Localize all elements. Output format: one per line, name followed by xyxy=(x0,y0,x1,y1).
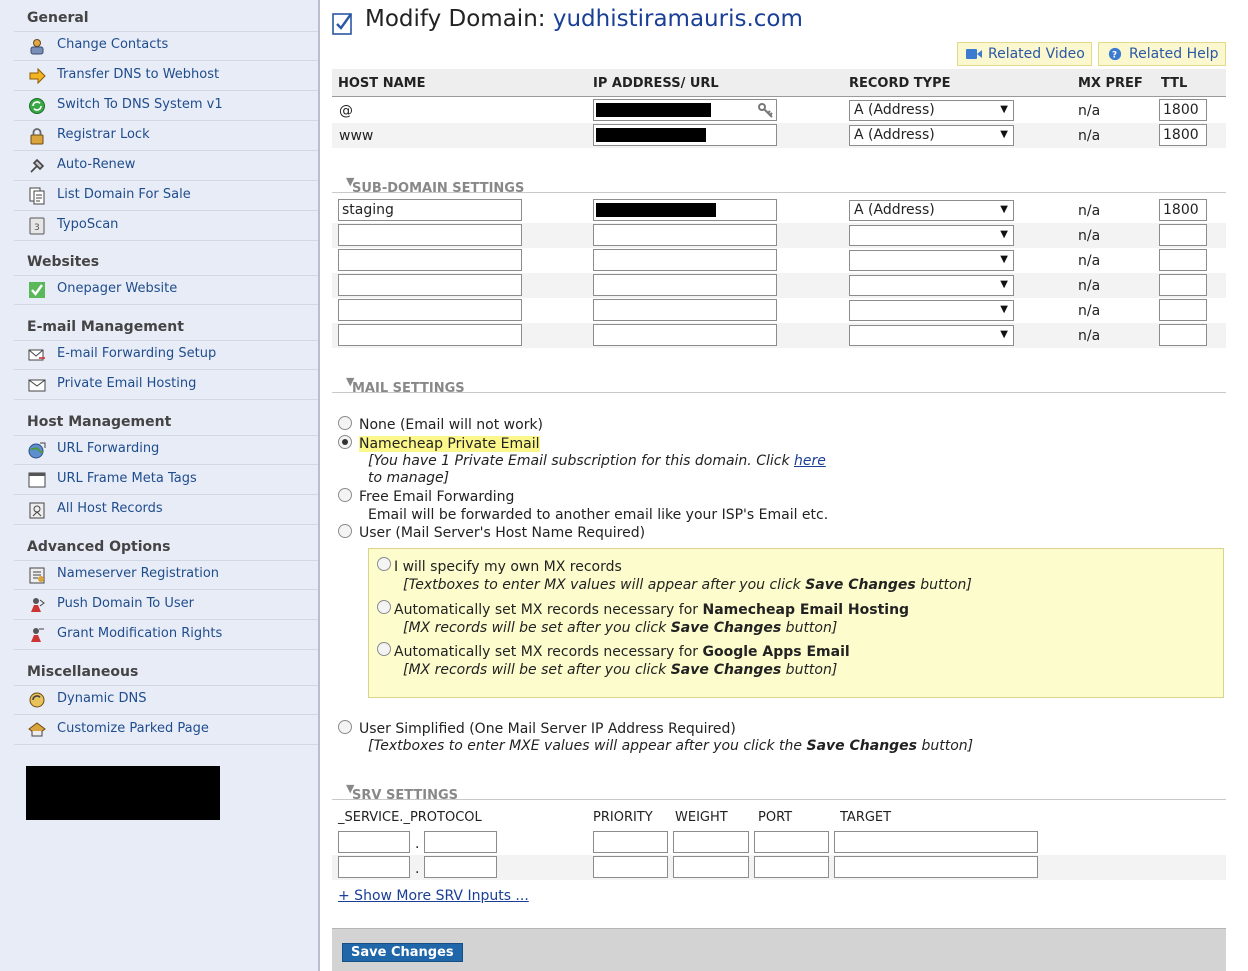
sidebar-item-label: Switch To DNS System v1 xyxy=(57,97,223,112)
ttl-input[interactable] xyxy=(1159,324,1207,346)
video-camera-icon xyxy=(965,47,983,61)
srv-port-input[interactable] xyxy=(754,856,829,878)
record-type-select[interactable] xyxy=(849,125,1014,146)
host-row xyxy=(332,98,1226,123)
private-note-text: [You have 1 Private Email subscription for this domain. Click xyxy=(368,453,795,469)
mx-namecheap-label-bold: Namecheap Email Hosting xyxy=(702,602,910,618)
subdomain-ip-input[interactable] xyxy=(593,224,777,246)
sidebar-item-label: Grant Modification Rights xyxy=(57,626,223,641)
sidebar-item-label: URL Forwarding xyxy=(57,441,160,456)
mx-google-note-bold: Save Changes xyxy=(670,662,782,678)
mx-options-box xyxy=(368,548,1224,698)
subdomain-ip-input[interactable] xyxy=(593,249,777,271)
mx-google-label xyxy=(394,644,850,660)
collapse-arrow-icon: ▼ xyxy=(346,375,355,388)
subdomain-row xyxy=(332,198,1226,223)
sidebar-item-private-email[interactable] xyxy=(14,370,318,400)
mx-namecheap-note-bold: Save Changes xyxy=(670,620,782,636)
dropdown-arrow-icon: ▼ xyxy=(1000,254,1008,265)
mail-forwarding-label: Free Email Forwarding xyxy=(359,489,515,505)
sidebar-item-url-forwarding[interactable] xyxy=(14,435,318,465)
subdomain-ip-input[interactable] xyxy=(593,199,777,221)
redacted-ip xyxy=(596,103,711,117)
col-mx-pref: MX PREF xyxy=(1078,76,1143,91)
mx-pref-text: n/a xyxy=(1078,203,1101,219)
mx-own-note xyxy=(403,577,972,593)
collapse-arrow-icon: ▼ xyxy=(346,782,355,795)
subdomain-host-input[interactable] xyxy=(338,224,522,246)
ttl-input[interactable] xyxy=(1159,299,1207,321)
sidebar-item-label: Private Email Hosting xyxy=(57,376,197,391)
dropdown-arrow-icon: ▼ xyxy=(1000,204,1008,215)
mail-none-label: None (Email will not work) xyxy=(359,417,544,433)
record-type-select[interactable] xyxy=(849,300,1014,321)
ttl-input[interactable]: 1800 xyxy=(1159,199,1207,221)
mx-namecheap-note-text: [MX records will be set after you click xyxy=(403,620,671,636)
mx-pref-text: n/a xyxy=(1078,278,1101,294)
sidebar-section-host: Host Management xyxy=(27,414,172,430)
mx-pref-text: n/a xyxy=(1078,328,1101,344)
simplified-note xyxy=(368,738,973,754)
subdomain-ip-input[interactable] xyxy=(593,324,777,346)
sidebar-item-label: URL Frame Meta Tags xyxy=(57,471,197,486)
edit-domain-icon xyxy=(332,10,356,36)
window-icon xyxy=(28,471,46,489)
related-video-label: Related Video xyxy=(988,46,1085,62)
sidebar-item-label: Dynamic DNS xyxy=(57,691,147,706)
dropdown-arrow-icon: ▼ xyxy=(1000,129,1008,140)
globe-icon xyxy=(28,441,46,459)
srv-row xyxy=(332,830,1226,855)
mx-google-label-text: Automatically set MX records necessary for xyxy=(394,644,703,660)
sidebar-item-switch-dns[interactable] xyxy=(14,91,318,121)
mail-private-label: Namecheap Private Email xyxy=(359,436,540,452)
sidebar-item-all-host-records[interactable] xyxy=(14,495,318,525)
sidebar-section-websites: Websites xyxy=(27,254,100,270)
mail-settings-header[interactable] xyxy=(332,367,1226,396)
redacted-ip xyxy=(596,203,716,217)
srv-col-weight: WEIGHT xyxy=(675,810,728,825)
sidebar-item-dynamic-dns[interactable] xyxy=(14,685,318,715)
mx-own-note-text: [Textboxes to enter MX values will appear after you click xyxy=(403,577,806,593)
mail-settings-title xyxy=(342,374,465,396)
page-title-prefix: Modify Domain: xyxy=(365,6,553,32)
typoscan-icon xyxy=(28,217,46,235)
sidebar-item-label: Transfer DNS to Webhost xyxy=(57,67,220,82)
nameserver-icon xyxy=(28,566,46,584)
mail-user-radio[interactable] xyxy=(338,524,352,538)
host-row xyxy=(332,123,1226,148)
host-name-text: @ xyxy=(339,103,353,119)
mail-user-label: User (Mail Server's Host Name Required) xyxy=(359,525,646,541)
redacted-block xyxy=(26,766,220,820)
sidebar-item-label: Onepager Website xyxy=(57,281,178,296)
srv-protocol-input[interactable] xyxy=(424,856,497,878)
record-type-select[interactable] xyxy=(849,325,1014,346)
dropdown-arrow-icon: ▼ xyxy=(1000,304,1008,315)
mx-namecheap-radio[interactable] xyxy=(377,600,391,614)
srv-col-target: TARGET xyxy=(840,810,892,825)
main-content xyxy=(322,0,1248,971)
private-note-end xyxy=(368,470,449,486)
email-icon xyxy=(28,376,46,394)
record-type-select[interactable] xyxy=(849,100,1014,121)
col-record-type: RECORD TYPE xyxy=(849,76,951,91)
mx-own-label: I will specify my own MX records xyxy=(394,559,622,575)
sidebar-item-label: E-mail Forwarding Setup xyxy=(57,346,217,361)
dropdown-arrow-icon: ▼ xyxy=(1000,329,1008,340)
sidebar-item-list-domain-for-sale[interactable] xyxy=(14,181,318,211)
mail-forwarding-radio[interactable] xyxy=(338,488,352,502)
mx-pref-text: n/a xyxy=(1078,103,1101,119)
srv-settings-title-text: SRV SETTINGS xyxy=(352,788,458,803)
mx-own-note-end: button] xyxy=(915,577,972,593)
ttl-input[interactable]: 1800 xyxy=(1159,99,1207,121)
srv-settings-header[interactable] xyxy=(332,774,1226,803)
srv-weight-input[interactable] xyxy=(673,831,749,853)
sidebar-item-auto-renew[interactable] xyxy=(14,151,318,181)
svg-text:3: 3 xyxy=(34,223,40,233)
srv-col-port: PORT xyxy=(758,810,793,825)
push-user-icon xyxy=(28,596,46,614)
subdomain-host-input[interactable] xyxy=(338,299,522,321)
private-note-end-text: to manage] xyxy=(368,470,450,486)
sidebar-item-label: Customize Parked Page xyxy=(57,721,209,736)
srv-dot: . xyxy=(415,836,420,852)
subdomain-row xyxy=(332,298,1226,323)
show-more-srv-link[interactable]: + Show More SRV Inputs ... xyxy=(338,888,529,904)
ttl-input[interactable]: 1800 xyxy=(1159,124,1207,146)
dynamic-dns-icon xyxy=(28,691,46,709)
mail-private-radio[interactable] xyxy=(338,435,352,449)
ttl-input[interactable] xyxy=(1159,249,1207,271)
collapse-arrow-icon: ▼ xyxy=(346,175,355,188)
redacted-ip xyxy=(596,128,706,142)
manage-here-link[interactable]: here xyxy=(794,453,826,469)
srv-protocol-input[interactable] xyxy=(424,831,497,853)
srv-weight-input[interactable] xyxy=(673,856,749,878)
simplified-note-text: [Textboxes to enter MXE values will appear after you click the xyxy=(368,738,807,754)
lock-icon xyxy=(28,127,46,145)
domain-name: yudhistiramauris.com xyxy=(552,6,803,32)
dropdown-arrow-icon: ▼ xyxy=(1000,104,1008,115)
related-help-button[interactable] xyxy=(1098,42,1226,66)
subdomain-row xyxy=(332,323,1226,348)
sidebar-item-label: All Host Records xyxy=(57,501,163,516)
srv-settings-title xyxy=(342,781,458,803)
ttl-input[interactable] xyxy=(1159,224,1207,246)
subdomain-ip-input[interactable] xyxy=(593,274,777,296)
grant-icon xyxy=(28,626,46,644)
subdomain-row xyxy=(332,273,1226,298)
checkmark-icon xyxy=(28,281,46,299)
dropdown-arrow-icon: ▼ xyxy=(1000,229,1008,240)
srv-port-input[interactable] xyxy=(754,831,829,853)
subdomain-row xyxy=(332,223,1226,248)
dropdown-arrow-icon: ▼ xyxy=(1000,279,1008,290)
subdomain-settings-title xyxy=(342,174,525,196)
subdomain-host-input[interactable] xyxy=(338,324,522,346)
sidebar xyxy=(0,0,320,971)
forwarding-note: Email will be forwarded to another email like your ISP's Email etc. xyxy=(368,507,829,523)
record-type-select[interactable] xyxy=(849,200,1014,221)
help-icon xyxy=(1106,47,1124,61)
sidebar-item-url-frame-meta[interactable] xyxy=(14,465,318,495)
sidebar-item-typoscan[interactable] xyxy=(14,211,318,241)
mail-user-simplified-radio[interactable] xyxy=(338,720,352,734)
mx-google-note xyxy=(403,662,837,678)
record-type-value: A (Address) xyxy=(854,127,935,143)
sidebar-item-label: TypoScan xyxy=(57,217,119,232)
sidebar-section-advanced: Advanced Options xyxy=(27,539,171,555)
mx-own-note-bold: Save Changes xyxy=(805,577,916,593)
mx-google-radio[interactable] xyxy=(377,642,391,656)
mx-namecheap-note-end: button] xyxy=(781,620,838,636)
page-title xyxy=(365,6,803,32)
subdomain-ip-input[interactable] xyxy=(593,299,777,321)
sidebar-item-label: Change Contacts xyxy=(57,37,169,52)
save-changes-button[interactable]: Save Changes xyxy=(342,943,463,962)
mx-google-label-bold: Google Apps Email xyxy=(702,644,850,660)
related-help-label: Related Help xyxy=(1129,46,1219,62)
sidebar-section-misc: Miscellaneous xyxy=(27,664,139,680)
record-type-value: A (Address) xyxy=(854,202,935,218)
col-ip-address: IP ADDRESS/ URL xyxy=(593,76,719,91)
record-type-value: A (Address) xyxy=(854,102,935,118)
subdomain-host-input[interactable] xyxy=(338,274,522,296)
srv-service-input[interactable] xyxy=(338,831,410,853)
sidebar-item-email-forwarding[interactable] xyxy=(14,340,318,370)
ip-address-input[interactable] xyxy=(593,124,777,146)
sidebar-item-onepager-website[interactable] xyxy=(14,275,318,305)
srv-priority-input[interactable] xyxy=(593,856,668,878)
footer-bar xyxy=(332,928,1226,971)
key-icon[interactable] xyxy=(757,102,774,119)
contacts-icon xyxy=(28,37,46,55)
sidebar-item-push-domain[interactable] xyxy=(14,590,318,620)
subdomain-host-input[interactable] xyxy=(338,249,522,271)
mx-namecheap-label xyxy=(394,602,909,618)
sidebar-item-label: List Domain For Sale xyxy=(57,187,191,202)
srv-col-priority: PRIORITY xyxy=(593,810,653,825)
mx-pref-text: n/a xyxy=(1078,128,1101,144)
sidebar-item-transfer-dns[interactable] xyxy=(14,61,318,91)
mx-pref-text: n/a xyxy=(1078,303,1101,319)
subdomain-host-input[interactable]: staging xyxy=(338,199,522,221)
sidebar-section-general: General xyxy=(27,10,89,26)
records-icon xyxy=(28,501,46,519)
arrow-right-icon xyxy=(28,67,46,85)
srv-col-service: _SERVICE._PROTOCOL xyxy=(338,810,482,825)
sidebar-item-label: Nameserver Registration xyxy=(57,566,220,581)
sidebar-section-email: E-mail Management xyxy=(27,319,184,335)
sidebar-item-grant-modification[interactable] xyxy=(14,620,318,650)
srv-priority-input[interactable] xyxy=(593,831,668,853)
sidebar-item-registrar-lock[interactable] xyxy=(14,121,318,151)
srv-dot: . xyxy=(415,861,420,877)
record-type-select[interactable] xyxy=(849,225,1014,246)
sidebar-item-label: Auto-Renew xyxy=(57,157,136,172)
mail-none-radio[interactable] xyxy=(338,416,352,430)
private-note xyxy=(368,453,826,469)
record-type-select[interactable] xyxy=(849,250,1014,271)
email-forward-icon xyxy=(28,346,46,364)
record-type-select[interactable] xyxy=(849,275,1014,296)
col-ttl: TTL xyxy=(1161,76,1188,91)
subdomain-settings-header[interactable] xyxy=(332,167,1226,196)
srv-service-input[interactable] xyxy=(338,856,410,878)
mx-pref-text: n/a xyxy=(1078,228,1101,244)
mx-google-note-text: [MX records will be set after you click xyxy=(403,662,671,678)
sidebar-item-change-contacts[interactable] xyxy=(14,31,318,61)
srv-target-input[interactable] xyxy=(834,856,1038,878)
sidebar-item-customize-parked[interactable] xyxy=(14,715,318,745)
sidebar-item-label: Registrar Lock xyxy=(57,127,150,142)
col-host-name: HOST NAME xyxy=(338,76,426,91)
related-video-button[interactable] xyxy=(957,42,1092,66)
sidebar-item-nameserver-registration[interactable] xyxy=(14,560,318,590)
ttl-input[interactable] xyxy=(1159,274,1207,296)
mx-pref-text: n/a xyxy=(1078,253,1101,269)
ip-address-input[interactable] xyxy=(593,99,777,121)
simplified-note-end: button] xyxy=(917,738,974,754)
document-icon xyxy=(28,187,46,205)
subdomain-row xyxy=(332,248,1226,273)
mail-settings-title-text: MAIL SETTINGS xyxy=(352,381,465,396)
simplified-note-bold: Save Changes xyxy=(806,738,918,754)
renew-icon xyxy=(28,157,46,175)
host-table-header xyxy=(332,69,1226,97)
mx-google-note-end: button] xyxy=(781,662,838,678)
parked-page-icon xyxy=(28,721,46,739)
mx-namecheap-label-text: Automatically set MX records necessary for xyxy=(394,602,703,618)
switch-icon xyxy=(28,97,46,115)
mail-user-simplified-label: User Simplified (One Mail Server IP Address Required) xyxy=(359,721,736,737)
subdomain-settings-title-text: SUB-DOMAIN SETTINGS xyxy=(352,181,525,196)
mx-own-radio[interactable] xyxy=(377,557,391,571)
host-name-text: www xyxy=(339,128,374,144)
srv-row xyxy=(332,855,1226,880)
srv-target-input[interactable] xyxy=(834,831,1038,853)
mx-namecheap-note xyxy=(403,620,837,636)
sidebar-item-label: Push Domain To User xyxy=(57,596,195,611)
svg-text:?: ? xyxy=(1111,50,1118,61)
